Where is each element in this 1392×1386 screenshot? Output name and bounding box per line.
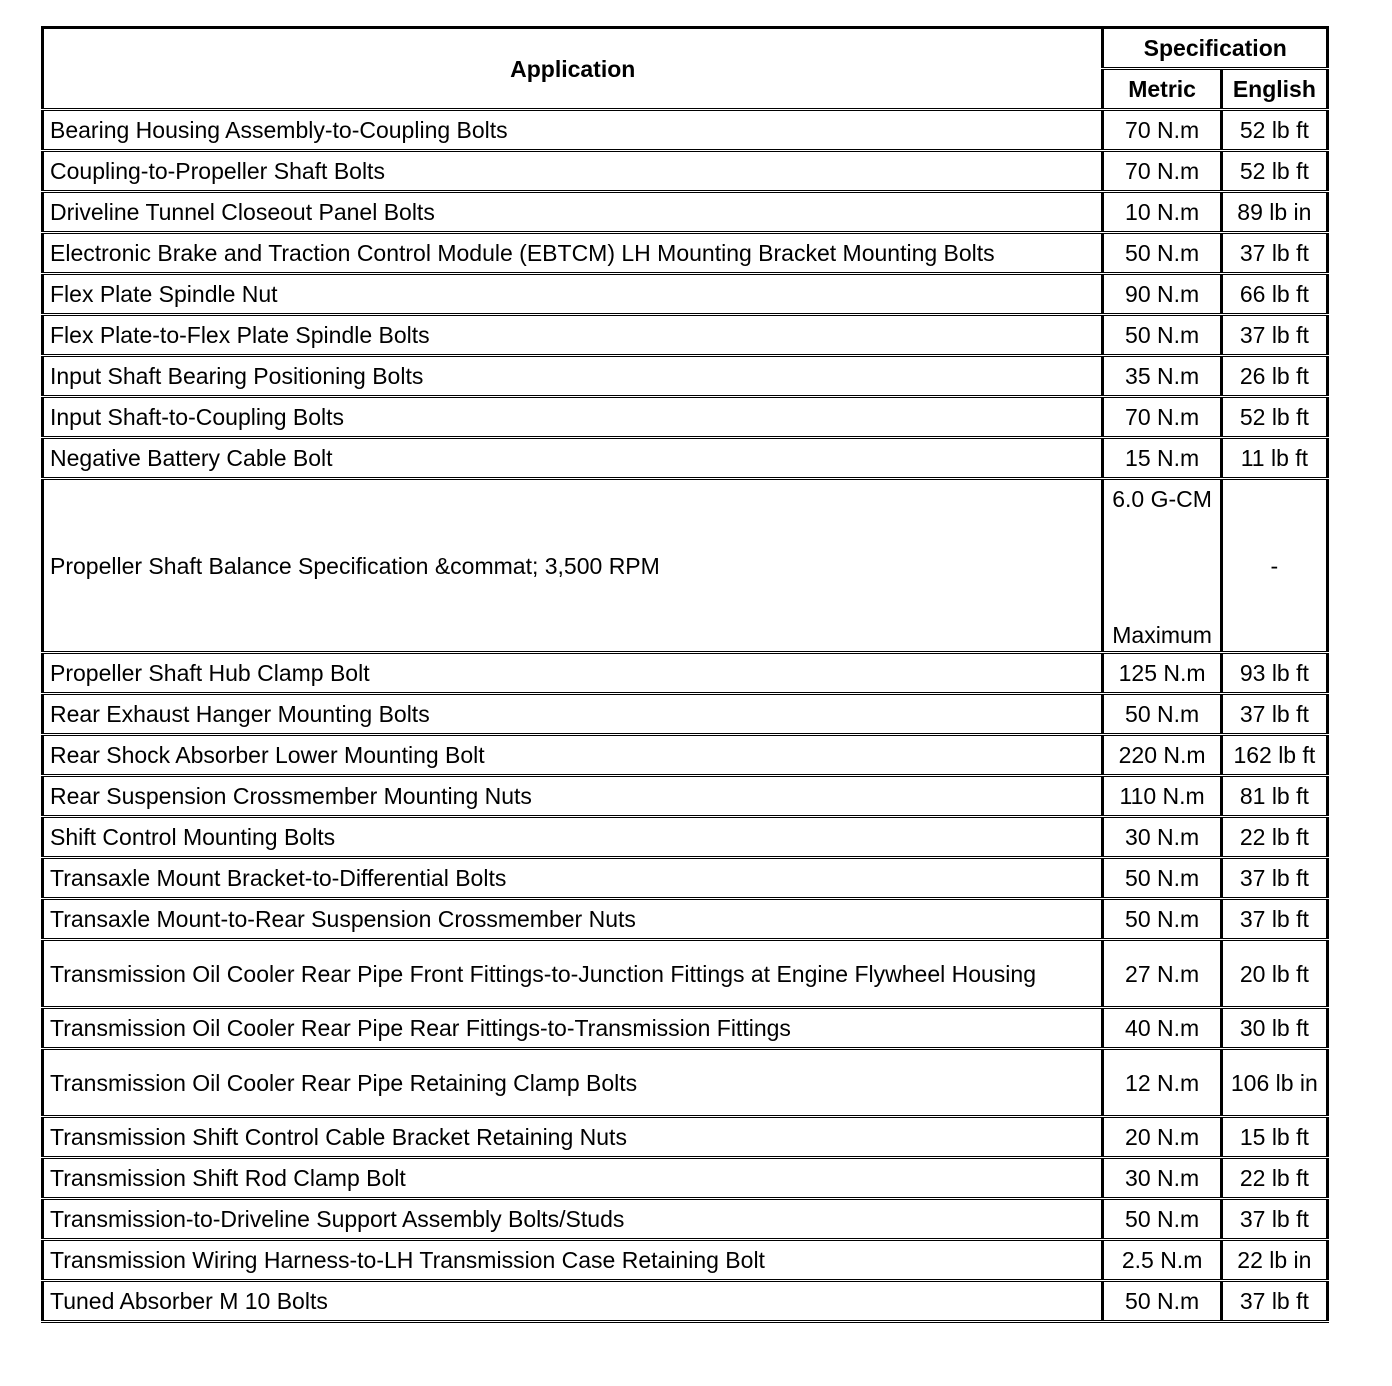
table-row [43,1199,1328,1240]
table-row [43,151,1328,192]
english-cell: 162 lb ft [1221,735,1327,776]
metric-cell: 12 N.m [1103,1049,1221,1117]
table-header [43,28,1328,110]
table-row [43,940,1328,1008]
application-cell: Input Shaft-to-Coupling Bolts [43,397,1103,438]
english-cell: 22 lb in [1221,1240,1327,1281]
english-cell: 30 lb ft [1221,1008,1327,1049]
application-cell: Electronic Brake and Traction Control Module (EBTCM) LH Mounting Bracket Mounting Bolts [43,233,1103,274]
application-cell: Propeller Shaft Hub Clamp Bolt [43,653,1103,694]
metric-cell: 2.5 N.m [1103,1240,1221,1281]
application-cell: Negative Battery Cable Bolt [43,438,1103,479]
metric-cell: 220 N.m [1103,735,1221,776]
table-row [43,694,1328,735]
application-cell: Transmission Wiring Harness-to-LH Transmission Case Retaining Bolt [43,1240,1103,1281]
table-row [43,1117,1328,1158]
application-cell: Flex Plate Spindle Nut [43,274,1103,315]
table-row [43,397,1328,438]
english-cell: 20 lb ft [1221,940,1327,1008]
metric-cell: 125 N.m [1103,653,1221,694]
metric-cell: 30 N.m [1103,1158,1221,1199]
english-cell: 37 lb ft [1221,315,1327,356]
metric-cell: 50 N.m [1103,315,1221,356]
english-cell: - [1221,479,1327,653]
english-cell: 22 lb ft [1221,817,1327,858]
metric-cell: 35 N.m [1103,356,1221,397]
table-row [43,438,1328,479]
table-row [43,315,1328,356]
metric-cell: 27 N.m [1103,940,1221,1008]
metric-cell: 50 N.m [1103,858,1221,899]
application-cell: Transmission Oil Cooler Rear Pipe Rear Fittings-to-Transmission Fittings [43,1008,1103,1049]
application-cell: Rear Shock Absorber Lower Mounting Bolt [43,735,1103,776]
table-row [43,776,1328,817]
table-row [43,858,1328,899]
english-cell: 66 lb ft [1221,274,1327,315]
fastener-spec-table [41,26,1329,1323]
table-row [43,274,1328,315]
table-row [43,817,1328,858]
application-cell: Rear Suspension Crossmember Mounting Nuts [43,776,1103,817]
application-cell: Transaxle Mount-to-Rear Suspension Crossmember Nuts [43,899,1103,940]
table-row [43,356,1328,397]
table-row [43,479,1328,653]
english-cell: 93 lb ft [1221,653,1327,694]
application-cell: Bearing Housing Assembly-to-Coupling Bolts [43,110,1103,151]
english-cell: 37 lb ft [1221,233,1327,274]
table-row [43,1281,1328,1322]
english-cell: 106 lb in [1221,1049,1327,1117]
table-row [43,1240,1328,1281]
metric-cell: 50 N.m [1103,694,1221,735]
english-cell: 15 lb ft [1221,1117,1327,1158]
english-cell: 52 lb ft [1221,110,1327,151]
application-cell: Transmission Shift Control Cable Bracket Retaining Nuts [43,1117,1103,1158]
table-row [43,1008,1328,1049]
application-cell: Rear Exhaust Hanger Mounting Bolts [43,694,1103,735]
application-cell: Transmission Shift Rod Clamp Bolt [43,1158,1103,1199]
metric-cell: 90 N.m [1103,274,1221,315]
metric-header: Metric [1103,69,1221,110]
metric-value-top: 6.0 G-CM [1112,485,1212,512]
table-row [43,233,1328,274]
table-row [43,110,1328,151]
application-cell: Transmission-to-Driveline Support Assembly Bolts/Studs [43,1199,1103,1240]
table-row [43,735,1328,776]
english-cell: 37 lb ft [1221,1281,1327,1322]
metric-cell: 15 N.m [1103,438,1221,479]
metric-cell: 50 N.m [1103,1199,1221,1240]
application-cell: Transmission Oil Cooler Rear Pipe Front Fittings-to-Junction Fittings at Engine Flywheel Housing [43,940,1103,1008]
application-cell: Coupling-to-Propeller Shaft Bolts [43,151,1103,192]
english-cell: 37 lb ft [1221,899,1327,940]
table-row [43,192,1328,233]
english-cell: 81 lb ft [1221,776,1327,817]
metric-value-bottom: Maximum [1112,621,1212,648]
metric-cell: 70 N.m [1103,110,1221,151]
metric-cell: 70 N.m [1103,397,1221,438]
english-cell: 37 lb ft [1221,694,1327,735]
english-cell: 52 lb ft [1221,397,1327,438]
application-cell: Input Shaft Bearing Positioning Bolts [43,356,1103,397]
english-cell: 89 lb in [1221,192,1327,233]
application-cell: Shift Control Mounting Bolts [43,817,1103,858]
english-cell: 37 lb ft [1221,1199,1327,1240]
english-cell: 11 lb ft [1221,438,1327,479]
metric-cell: 110 N.m [1103,776,1221,817]
specification-header: Specification [1103,28,1328,69]
metric-cell: 40 N.m [1103,1008,1221,1049]
english-cell: 52 lb ft [1221,151,1327,192]
application-cell: Transaxle Mount Bracket-to-Differential Bolts [43,858,1103,899]
application-cell: Tuned Absorber M 10 Bolts [43,1281,1103,1322]
english-cell: 26 lb ft [1221,356,1327,397]
application-cell: Transmission Oil Cooler Rear Pipe Retaining Clamp Bolts [43,1049,1103,1117]
application-cell: Flex Plate-to-Flex Plate Spindle Bolts [43,315,1103,356]
english-cell: 22 lb ft [1221,1158,1327,1199]
metric-cell: 50 N.m [1103,899,1221,940]
table-row [43,1158,1328,1199]
metric-split [1104,483,1219,649]
metric-cell [1103,479,1221,653]
table-row [43,1049,1328,1117]
application-cell: Driveline Tunnel Closeout Panel Bolts [43,192,1103,233]
metric-cell: 50 N.m [1103,233,1221,274]
english-cell: 37 lb ft [1221,858,1327,899]
table-row [43,653,1328,694]
metric-cell: 20 N.m [1103,1117,1221,1158]
english-header: English [1221,69,1327,110]
metric-cell: 30 N.m [1103,817,1221,858]
table-row [43,899,1328,940]
metric-cell: 10 N.m [1103,192,1221,233]
metric-cell: 50 N.m [1103,1281,1221,1322]
table-body [43,110,1328,1322]
metric-cell: 70 N.m [1103,151,1221,192]
application-cell: Propeller Shaft Balance Specification &commat; 3,500 RPM [43,479,1103,653]
application-header: Application [43,28,1103,110]
